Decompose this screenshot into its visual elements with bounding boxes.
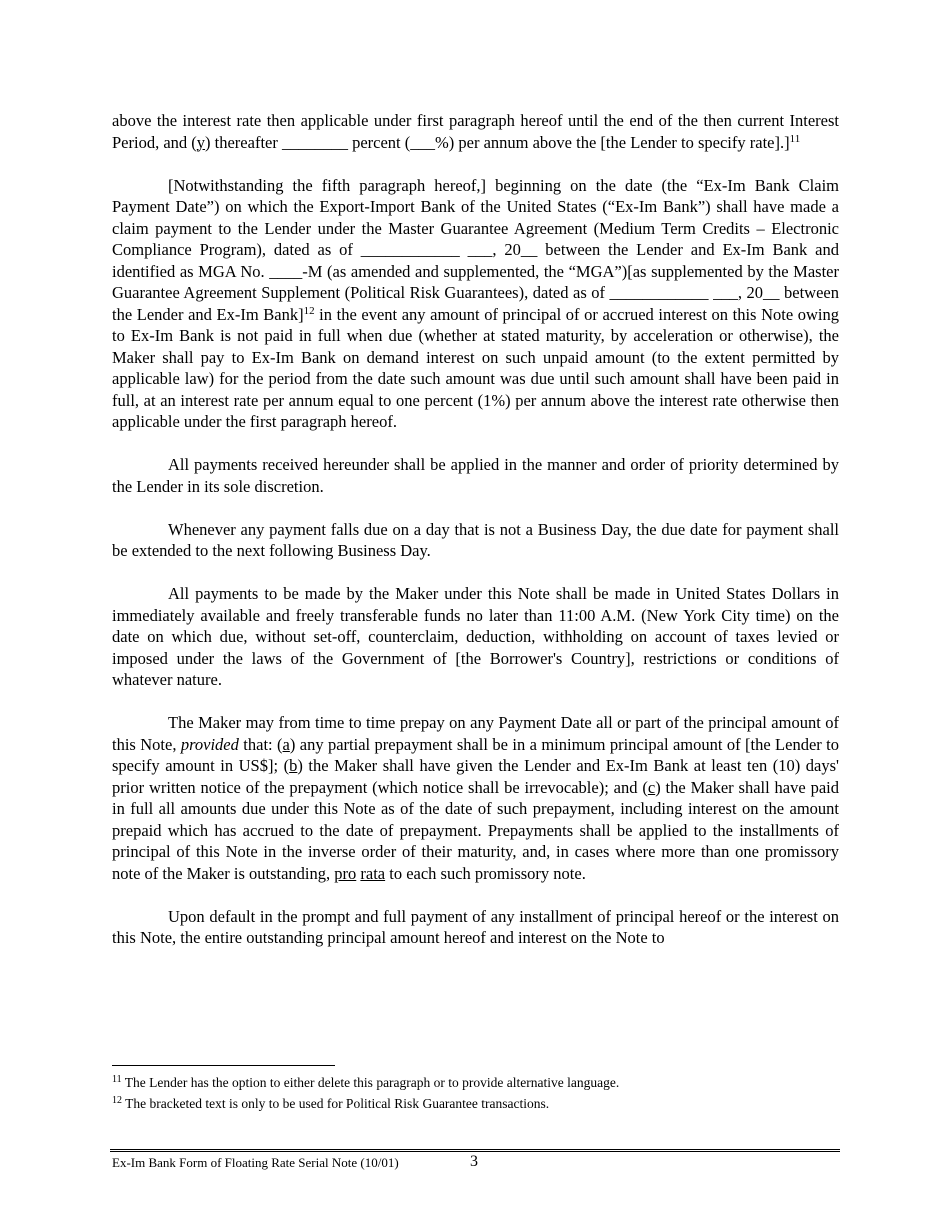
paragraph-default: Upon default in the prompt and full payment of any installment of principal hereof or the interest on this Note, the entire outstanding principal amount hereof and interest on the Note to <box>112 906 839 947</box>
page-number: 3 <box>470 1153 478 1170</box>
footnote-separator <box>112 1065 335 1066</box>
paragraph-prepayment: The Maker may from time to time prepay on any Payment Date all or part of the principal amount of this Note, provided that: (a) any partial prepayment shall be in a minimum principal amount of [the Lender to specify amount in US$]; (b) the Maker shall have given the Lender and Ex-Im Bank at least ten (10) days' prior written notice of the prepayment (which notice shall be irrevocable); and (c) the Maker shall have paid in full all amounts due under this Note as of the date of such prepayment, including interest on the amount prepaid which has accrued to the date of prepayment. Prepayments shall be applied to the installments of principal of this Note in the inverse order of their maturity, and, in cases where more than one promissory note of the Maker is outstanding, pro rata to each such promissory note. <box>112 713 840 883</box>
footnote-ref-11: 11 <box>789 132 801 145</box>
paragraph-payment-currency: All payments to be made by the Maker under this Note shall be made in United States Dollars in immediately available and freely transferable funds no later than 11:00 A.M. (New York City time) on the date on which due, without set-off, counterclaim, deduction, withholding on account of taxes levied or imposed under the laws of the Government of [the Borrower's Country], restrictions or conditions of whatever nature. <box>112 584 839 689</box>
document-body <box>112 110 839 970</box>
paragraph-application-of-payments: All payments received hereunder shall be applied in the manner and order of priority determined by the Lender in its sole discretion. <box>112 455 839 496</box>
footnote-11: $^{11}$ The Lender has the option to either delete this paragraph or to provide alternative language. <box>112 1074 620 1090</box>
footnote-12: $^{12}$ The bracketed text is only to be used for Political Risk Guarantee transactions. <box>112 1095 550 1111</box>
page-footer <box>112 1155 839 1171</box>
paragraph-business-day: Whenever any payment falls due on a day that is not a Business Day, the due date for payment shall be extended to the next following Business Day. <box>112 519 839 560</box>
footer-document-title: Ex-Im Bank Form of Floating Rate Serial Note (10/01) <box>112 1155 399 1170</box>
footnotes <box>112 1072 839 1114</box>
paragraph-claim-payment-interest: [Notwithstanding the fifth paragraph hereof,] beginning on the date (the “Ex-Im Bank Claim Payment Date”) on which the Export-Import Bank of the United States (“Ex-Im Bank”) shall have made a claim payment to the Lender under the Master Guarantee Agreement (Medium Term Credits – Electronic Compliance Program), dated as of ____________ ___, 20__ between the Lender and Ex-Im Bank and identified as MGA No. ____-M (as amended and supplemented, the “MGA”)[as supplemented by the Master Guarantee Agreement Supplement (Political Risk Guarantees), dated as of ____________ ___, 20__ between the Lender and Ex-Im Bank]$^{12}$ in the event any amount of principal of or accrued interest on this Note owing to Ex-Im Bank is not paid in full when due (whether at stated maturity, by acceleration or otherwise), the Maker shall pay to Ex-Im Bank on demand interest on such unpaid amount (to the extent permitted by applicable law) for the period from the date such amount was due until such amount shall have been paid in full, at an interest rate per annum equal to one percent (1%) per annum above the interest rate otherwise then applicable under the first paragraph hereof. <box>112 175 839 431</box>
footnote-ref-12: 12 <box>303 304 315 317</box>
paragraph-interest-rate-continuation: above the interest rate then applicable under first paragraph hereof until the end of the then current Interest Period, and (y) thereafter ________ percent (___%) per annum above the [the Lender to specify rate].]$^{11}$ <box>112 111 839 152</box>
